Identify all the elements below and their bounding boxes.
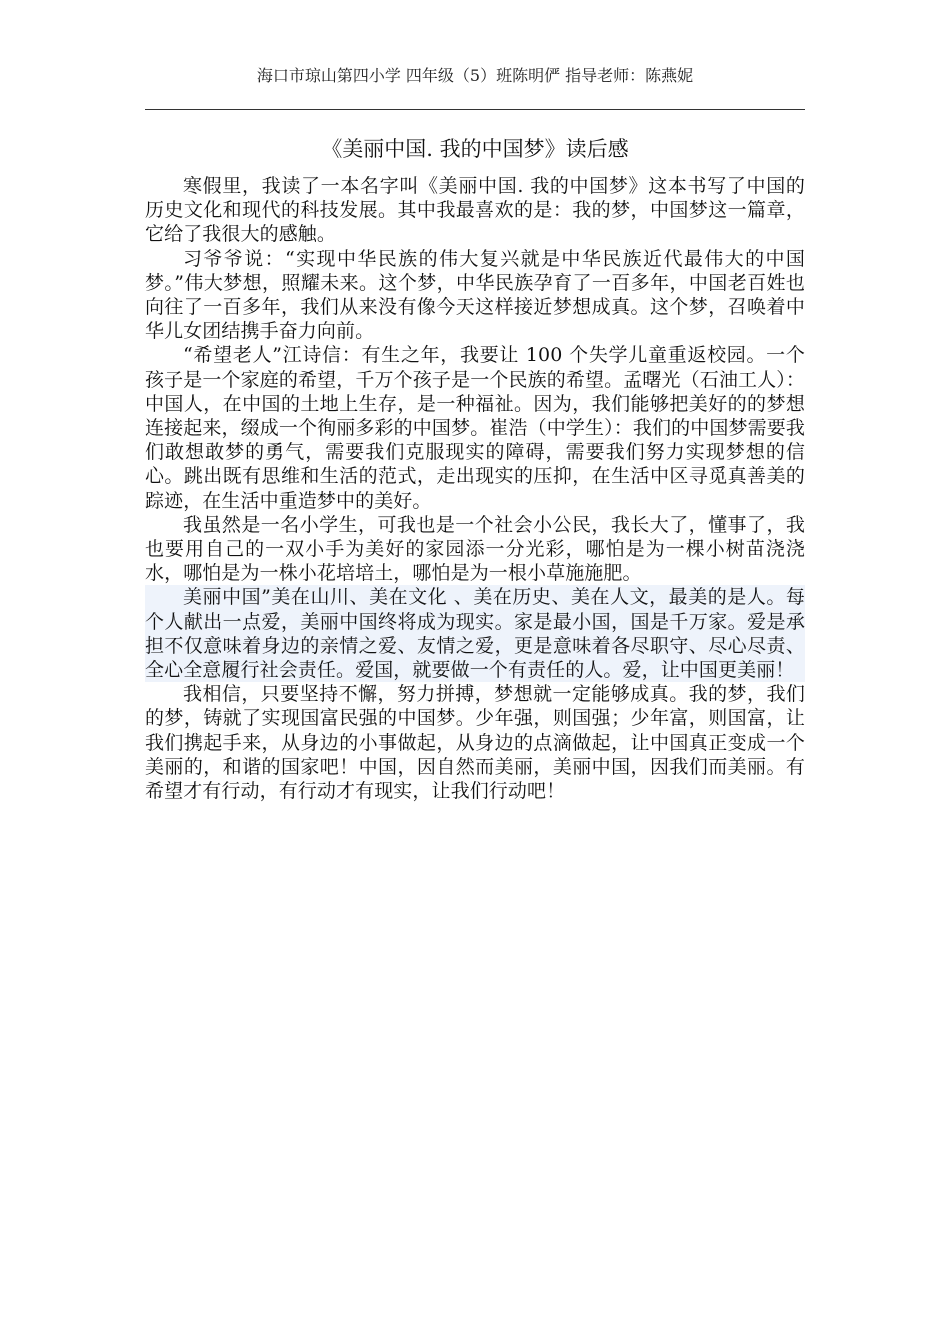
document-body: [145, 174, 805, 803]
paragraph: 我虽然是一名小学生，可我也是一个社会小公民，我长大了，懂事了，我也要用自己的一双小手为美好的家园添一分光彩，哪怕是为一棵小树苗浇浇水，哪怕是为一株小花培培土，哪怕是为一根小草施施肥。: [145, 513, 805, 585]
header-divider: [145, 109, 805, 110]
document-title: 《美丽中国. 我的中国梦》读后感: [321, 137, 629, 161]
highlighted-paragraph: 美丽中国”美在山川、美在文化 、美在历史、美在人文，最美的是人。每个人献出一点爱，美丽中国终将成为现实。家是最小国，国是千万家。爱是承担不仅意味着身边的亲情之爱、友情之爱，更是意味着各尽职守、尽心尽责、全心全意履行社会责任。爱国，就要做一个有责任的人。爱，让中国更美丽！: [145, 586, 805, 682]
paragraph: 习爷爷说：“实现中华民族的伟大复兴就是中华民族近代最伟大的中国梦。”伟大梦想，照耀未来。这个梦，中华民族孕育了一百多年，中国老百姓也向往了一百多年，我们从来没有像今天这样接近梦想成真。这个梦，召唤着中华儿女团结携手奋力向前。: [145, 247, 805, 343]
paragraph: 寒假里，我读了一本名字叫《美丽中国. 我的中国梦》这本书写了中国的历史文化和现代的科技发展。其中我最喜欢的是：我的梦，中国梦这一篇章，它给了我很大的感触。: [145, 175, 805, 246]
paragraph: 我相信，只要坚持不懈，努力拼搏，梦想就一定能够成真。我的梦，我们的梦，铸就了实现国富民强的中国梦。少年强，则国强；少年富，则国富，让我们携起手来，从身边的小事做起，从身边的点滴做起，让中国真正变成一个美丽的，和谐的国家吧！中国，因自然而美丽，美丽中国，因我们而美丽。有希望才有行动，有行动才有现实，让我们行动吧！: [145, 683, 805, 803]
page-header: 海口市琼山第四小学 四年级（5）班陈明俨 指导老师：陈燕妮: [256, 66, 694, 85]
paragraph: “希望老人”江诗信：有生之年，我要让 100 个失学儿童重返校园。一个孩子是一个家庭的希望，千万个孩子是一个民族的希望。孟曙光（石油工人）：中国人，在中国的土地上生存，是一种福祉。因为，我们能够把美好的的梦想连接起来，缀成一个徇丽多彩的中国梦。崔浩（中学生）：我们的中国梦需要我们敢想敢梦的勇气，需要我们克服现实的障碍，需要我们努力实现梦想的信心。跳出既有思维和生活的范式，走出现实的压抑，在生活中区寻觅真善美的踪迹，在生活中重造梦中的美好。: [145, 344, 805, 512]
